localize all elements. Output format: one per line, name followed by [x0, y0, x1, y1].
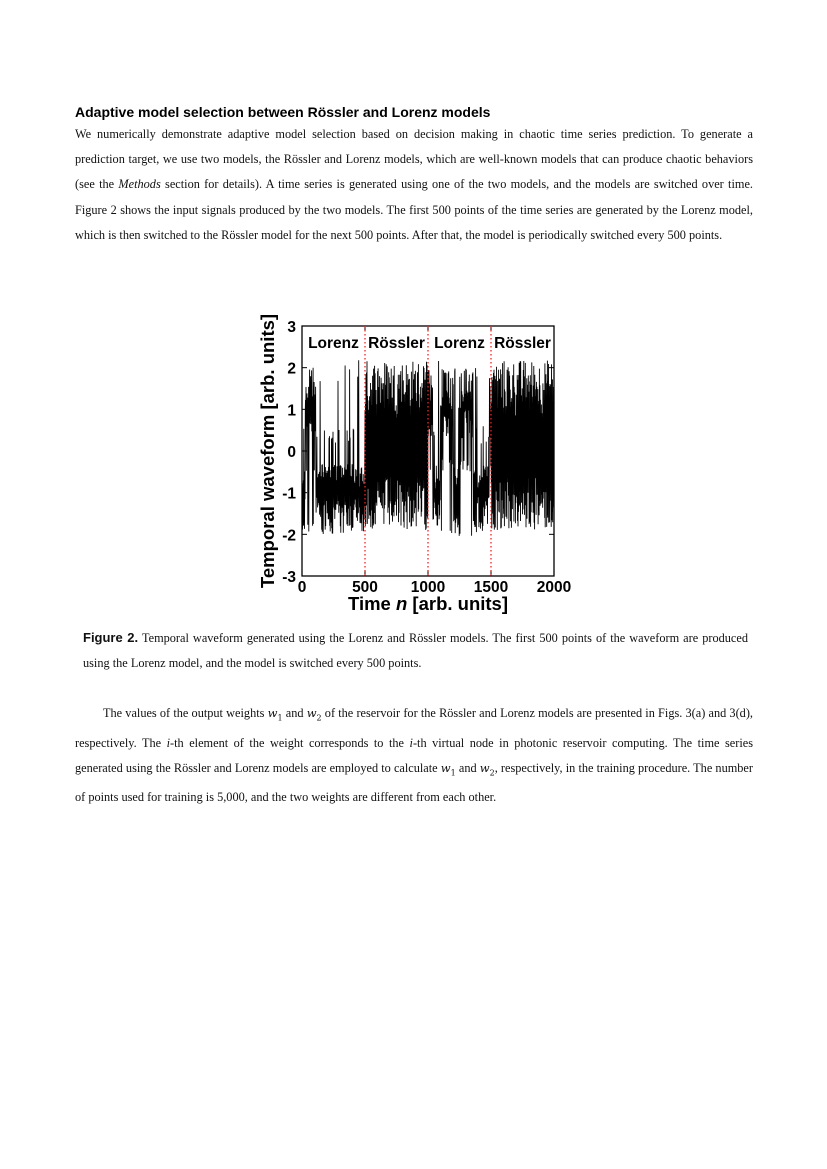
- segment-label-lorenz: Lorenz: [308, 335, 359, 352]
- x-axis-label-prefix: Time: [347, 593, 396, 614]
- y-tick-label: -2: [282, 527, 296, 545]
- figure-2: [255, 307, 585, 617]
- weight-w2-second: $w_2$: [479, 760, 495, 777]
- x-tick-label: 1500: [473, 579, 509, 596]
- paragraph-intro-text-b: section for details). A time series is generated using one of the two models, and the models are switched over time. Figure 2 shows the input signals produced by the two models. The first 500 points of the time series are generated by the Lorenz model, which is then switched to the Rössler model for the next 500 points. After that, the model is periodically switched every 500 points.: [75, 177, 753, 242]
- y-tick-label: -3: [282, 569, 296, 586]
- p2-text-5: -th virtual node in photonic reservoir computing. The time series generated using the Rössler and Lorenz models are employed to calculate: [75, 735, 753, 775]
- x-tick-label: 1000: [410, 579, 446, 596]
- p2-text-3: of the reservoir for the Rössler and Lorenz models are presented in Figs. 3(a) and 3(d), respectively. The: [75, 706, 753, 750]
- y-axis-label: Temporal waveform [arb. units]: [257, 313, 278, 589]
- weight-w2: $w_2$: [306, 706, 322, 723]
- index-i-1: i: [166, 735, 171, 750]
- index-i-2: i: [409, 735, 413, 750]
- segment-label-rossler: Rössler: [368, 335, 425, 352]
- y-tick-label: 3: [287, 319, 296, 336]
- x-axis-label: [348, 593, 508, 614]
- y-tick-label: 2: [287, 360, 296, 378]
- p2-text-7: , respectively, in the training procedure. The number of points used for training is 5,000, and the two weights are different from each other.: [75, 760, 753, 805]
- y-tick-labels: [282, 319, 296, 586]
- y-tick-label: 0: [287, 444, 296, 461]
- y-tick-label: 1: [287, 402, 296, 420]
- x-axis-label-suffix: [arb. units]: [407, 593, 509, 614]
- x-tick-label: 500: [352, 579, 378, 596]
- weight-w1-second: $w_1$: [440, 760, 456, 777]
- paragraph-weights: [75, 701, 753, 810]
- x-axis-label-var: n: [395, 593, 408, 614]
- methods-reference: Methods: [118, 177, 161, 192]
- p2-text-6: and: [455, 760, 480, 775]
- y-tick-label: -1: [282, 485, 296, 503]
- p2-text-4: -th element of the weight corresponds to the: [170, 735, 410, 750]
- p2-text-1: The values of the output weights: [103, 706, 268, 720]
- section-title: Adaptive model selection between Rössler and Lorenz models: [75, 104, 491, 120]
- segment-label-rossler: Rössler: [494, 335, 551, 352]
- x-tick-label: 0: [297, 579, 307, 596]
- paragraph-intro-text-a: We numerically demonstrate adaptive model selection based on decision making in chaotic time series prediction. To generate a prediction target, we use two models, the Rössler and Lorenz models, which are well-known models that can produce chaotic behaviors (see the: [75, 127, 753, 192]
- p2-text-2: and: [282, 706, 307, 720]
- paragraph-intro: [75, 122, 753, 248]
- figure-caption: [83, 625, 748, 676]
- waveform-chart: [255, 307, 585, 617]
- caption-label: Figure 2.: [83, 630, 139, 645]
- weight-w1: $w_1$: [267, 706, 283, 723]
- caption-text: Temporal waveform generated using the Lorenz and Rössler models. The first 500 points of the waveform are produced using the Lorenz model, and the model is switched every 500 points.: [83, 631, 748, 671]
- x-tick-label: 2000: [536, 579, 572, 596]
- segment-label-lorenz: Lorenz: [434, 335, 485, 352]
- segment-labels: [308, 335, 551, 352]
